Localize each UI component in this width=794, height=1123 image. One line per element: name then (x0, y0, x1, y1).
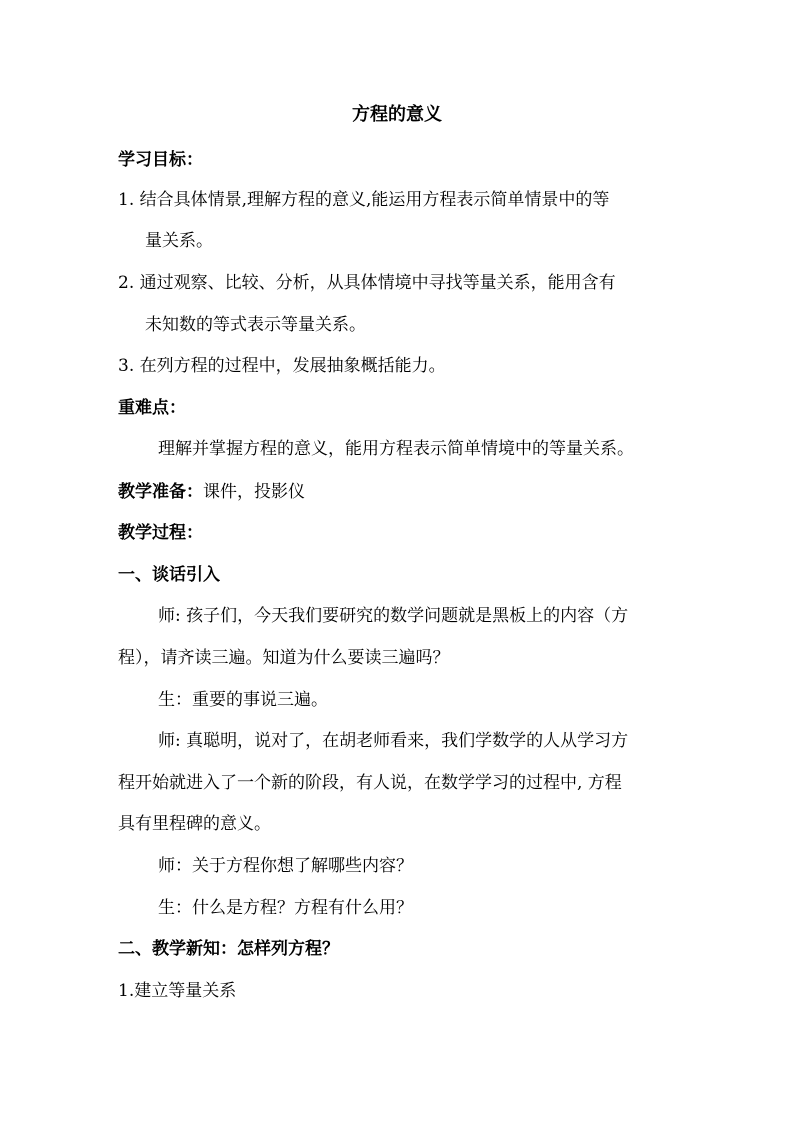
section-1-para-3-line-2: 程开始就进入了一个新的阶段，有人说，在数学学习的过程中, 方程 (118, 773, 622, 793)
section-1-para-2: 生：重要的事说三遍。 (158, 690, 328, 710)
key-points-heading: 重难点： (118, 398, 186, 418)
teaching-prep-label: 教学准备： (118, 482, 203, 502)
page-title: 方程的意义 (352, 104, 442, 125)
section-2-heading: 二、教学新知：怎样列方程？ (118, 939, 339, 959)
goal-item-1-line-2: 量关系。 (145, 231, 213, 251)
goal-item-3: 3. 在列方程的过程中，发展抽象概括能力。 (118, 356, 446, 376)
goals-heading: 学习目标： (118, 150, 203, 170)
goal-item-1-line-1: 1. 结合具体情景,理解方程的意义,能运用方程表示简单情景中的等 (118, 190, 610, 210)
section-2-subheading-1: 1.建立等量关系 (118, 981, 237, 1001)
section-1-para-3-line-3: 具有里程碑的意义。 (118, 814, 271, 834)
section-1-para-4: 师：关于方程你想了解哪些内容？ (158, 856, 413, 876)
teaching-prep (118, 482, 305, 502)
section-1-para-1-line-1: 师: 孩子们，今天我们要研究的数学问题就是黑板上的内容（方 (158, 606, 629, 626)
key-points-text: 理解并掌握方程的意义，能用方程表示简单情境中的等量关系。 (158, 439, 634, 459)
section-1-para-5: 生：什么是方程？方程有什么用？ (158, 898, 413, 918)
section-1-para-1-line-2: 程），请齐读三遍。知道为什么要读三遍吗？ (118, 648, 450, 668)
teaching-prep-value: 课件，投影仪 (203, 482, 305, 502)
process-heading: 教学过程： (118, 523, 203, 543)
section-1-para-3-line-1: 师: 真聪明，说对了，在胡老师看来，我们学数学的人从学习方 (158, 731, 629, 751)
goal-item-2-line-2: 未知数的等式表示等量关系。 (145, 315, 366, 335)
section-1-heading: 一、谈话引入 (118, 565, 220, 585)
goal-item-2-line-1: 2. 通过观察、比较、分析，从具体情境中寻找等量关系，能用含有 (118, 273, 616, 293)
